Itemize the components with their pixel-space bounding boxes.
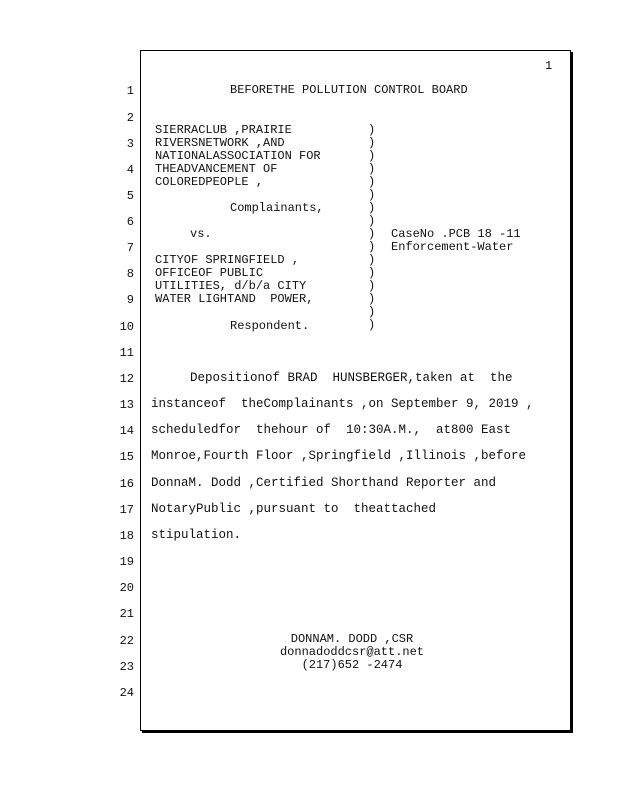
caption-parenthesis-column bbox=[368, 124, 375, 332]
paren: ) bbox=[368, 123, 376, 137]
line-number: 13 bbox=[119, 398, 134, 412]
page-shadow-right bbox=[571, 52, 573, 733]
line-number: 22 bbox=[119, 634, 134, 648]
line-number: 24 bbox=[119, 686, 134, 700]
complainant-line: RIVERSNETWORK ,AND bbox=[155, 136, 285, 150]
body-line: Monroe,Fourth Floor ,Springfield ,Illinois ,before bbox=[151, 449, 527, 463]
reporter-email: donnadoddcsr@att.net bbox=[279, 645, 425, 659]
paren: ) bbox=[368, 292, 376, 306]
page-shadow-bottom bbox=[142, 731, 573, 733]
body-line: NotaryPublic ,pursuant to theattached bbox=[151, 502, 437, 516]
body-line: instanceof theComplainants ,on September 9, 2019 , bbox=[151, 397, 534, 411]
versus-label: vs. bbox=[190, 227, 212, 241]
line-number: 12 bbox=[119, 372, 134, 386]
line-number: 11 bbox=[119, 346, 134, 360]
line-number: 10 bbox=[119, 320, 134, 334]
paren: ) bbox=[368, 136, 376, 150]
complainant-line: SIERRACLUB ,PRAIRIE bbox=[155, 123, 292, 137]
complainant-line: NATIONALASSOCIATION FOR bbox=[155, 149, 321, 163]
line-number: 6 bbox=[126, 215, 134, 229]
page-number: 1 bbox=[545, 59, 553, 73]
reporter-name: DONNAM. DODD ,CSR bbox=[290, 632, 414, 646]
line-number: 23 bbox=[119, 660, 134, 674]
line-number: 5 bbox=[126, 189, 134, 203]
paren: ) bbox=[368, 201, 376, 215]
respondent-line: OFFICEOF PUBLIC bbox=[155, 266, 264, 280]
respondent-block bbox=[155, 254, 313, 306]
case-info bbox=[391, 228, 521, 254]
line-number: 3 bbox=[126, 137, 134, 151]
line-number: 2 bbox=[126, 111, 134, 125]
paren: ) bbox=[368, 149, 376, 163]
complainants-block bbox=[155, 124, 321, 189]
paren: ) bbox=[368, 318, 376, 332]
respondent-line: UTILITIES, d/b/a CITY bbox=[155, 279, 307, 293]
line-number: 20 bbox=[119, 581, 134, 595]
respondent-line: CITYOF SPRINGFIELD , bbox=[155, 253, 300, 267]
line-number: 9 bbox=[126, 293, 134, 307]
line-number: 4 bbox=[126, 163, 134, 177]
paren: ) bbox=[368, 240, 376, 254]
paren: ) bbox=[368, 214, 376, 228]
board-title: BEFORETHE POLLUTION CONTROL BOARD bbox=[230, 83, 468, 97]
body-line: stipulation. bbox=[151, 528, 242, 542]
paren: ) bbox=[368, 305, 376, 319]
respondent-label: Respondent. bbox=[230, 319, 310, 333]
line-number: 17 bbox=[119, 503, 134, 517]
paren: ) bbox=[368, 266, 376, 280]
paren: ) bbox=[368, 279, 376, 293]
complainant-line: COLOREDPEOPLE , bbox=[155, 175, 264, 189]
line-number: 16 bbox=[119, 477, 134, 491]
line-number: 19 bbox=[119, 555, 134, 569]
line-number: 18 bbox=[119, 529, 134, 543]
line-number: 15 bbox=[119, 450, 134, 464]
case-number: CaseNo .PCB 18 -11 bbox=[391, 227, 521, 241]
body-line: Depositionof BRAD HUNSBERGER,taken at the bbox=[190, 371, 513, 385]
line-number: 21 bbox=[119, 607, 134, 621]
body-line: DonnaM. Dodd ,Certified Shorthand Reporter and bbox=[151, 476, 497, 490]
body-line: scheduledfor thehour of 10:30A.M., at800 East bbox=[151, 423, 512, 437]
paren: ) bbox=[368, 162, 376, 176]
line-number: 8 bbox=[126, 267, 134, 281]
line-number: 7 bbox=[126, 241, 134, 255]
respondent-line: WATER LIGHTAND POWER, bbox=[155, 292, 314, 306]
reporter-phone: (217)652 -2474 bbox=[301, 658, 403, 672]
paren: ) bbox=[368, 188, 376, 202]
line-number: 14 bbox=[119, 424, 134, 438]
line-number: 1 bbox=[126, 84, 134, 98]
paren: ) bbox=[368, 253, 376, 267]
paren: ) bbox=[368, 227, 376, 241]
reporter-signature bbox=[222, 633, 482, 672]
paren: ) bbox=[368, 175, 376, 189]
complainant-line: THEADVANCEMENT OF bbox=[155, 162, 278, 176]
complainants-label: Complainants, bbox=[230, 201, 324, 215]
case-type: Enforcement-Water bbox=[391, 240, 514, 254]
